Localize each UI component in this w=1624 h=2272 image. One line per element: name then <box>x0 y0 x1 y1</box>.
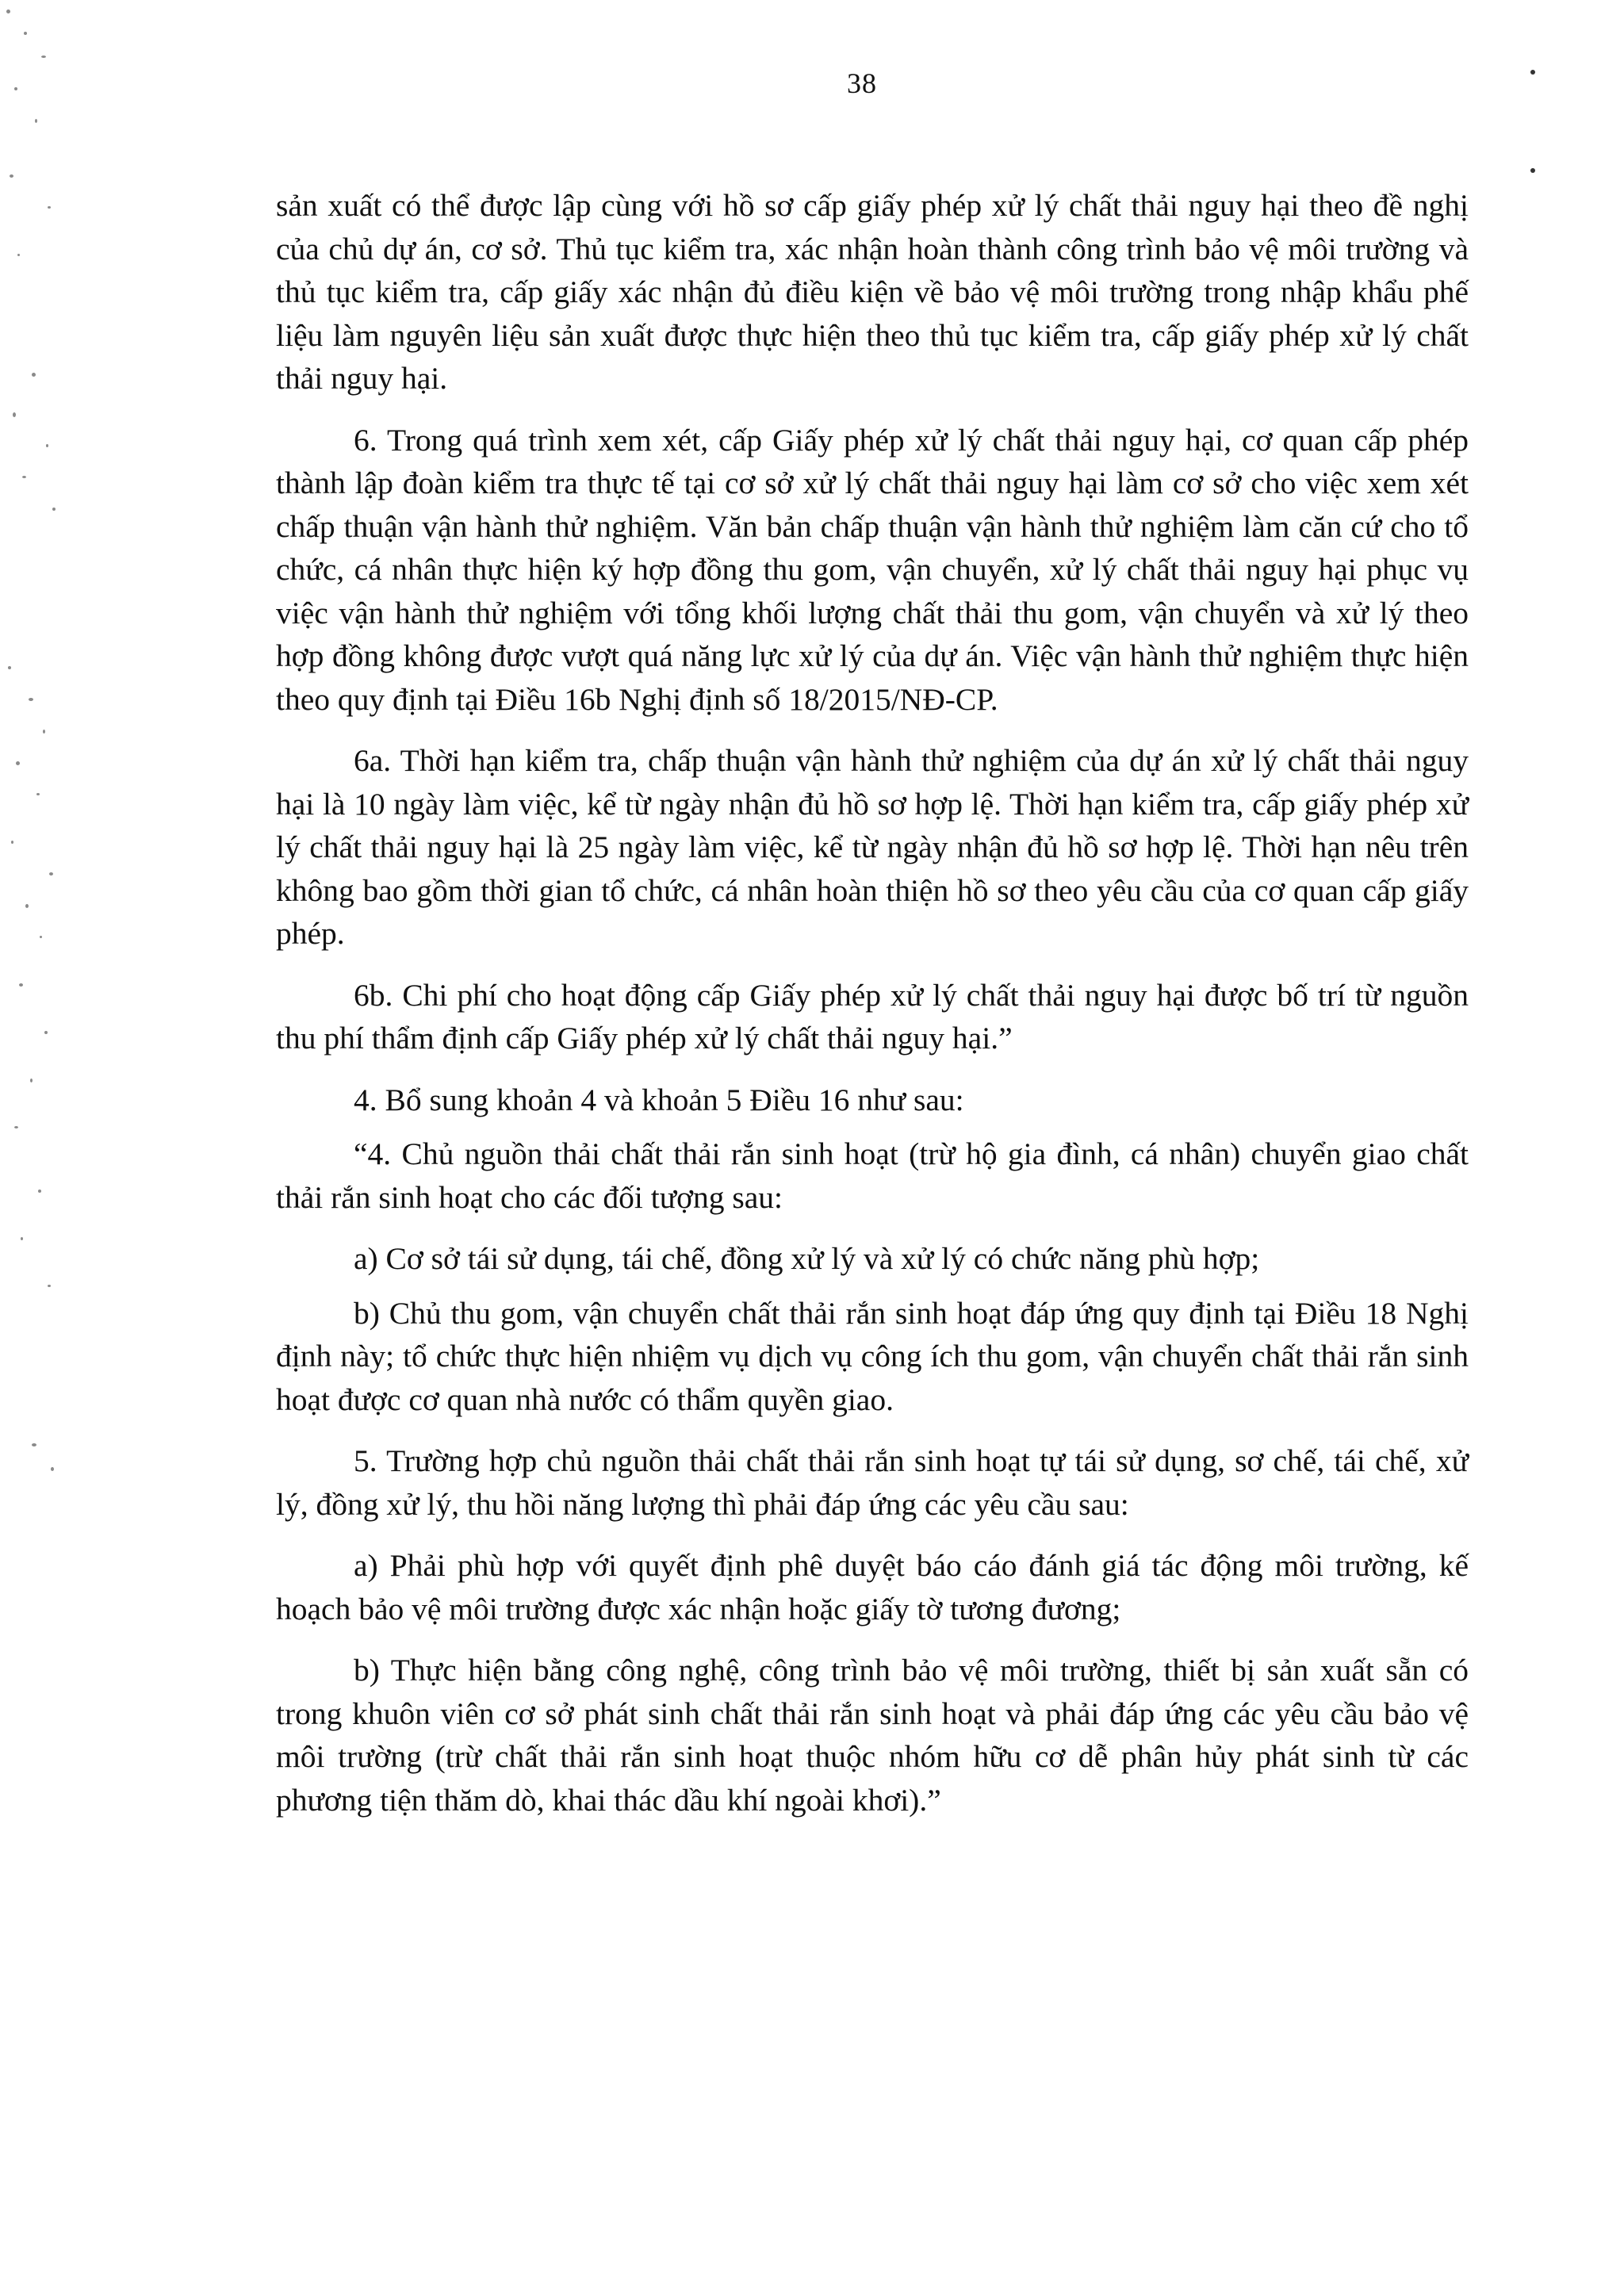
paragraph-item-6b: 6b. Chi phí cho hoạt động cấp Giấy phép xử lý chất thải nguy hại được bố trí từ nguồn thu phí thẩm định cấp Giấy phép xử lý chất thải nguy hại.” <box>276 977 1469 1056</box>
stray-mark <box>1530 168 1535 173</box>
paragraph-item-6: 6. Trong quá trình xem xét, cấp Giấy phép xử lý chất thải nguy hại, cơ quan cấp phép thành lập đoàn kiểm tra thực tế tại cơ sở xử lý chất thải nguy hại làm cơ sở cho việc xem xét chấp thuận vận hành thử nghiệm. Văn bản chấp thuận vận hành thử nghiệm làm căn cứ cho tổ chức, cá nhân thực hiện ký hợp đồng thu gom, vận chuyển, xử lý chất thải nguy hại phục vụ việc vận hành thử nghiệm với tổng khối lượng chất thải thu gom, vận chuyển và xử lý theo hợp đồng không được vượt quá năng lực xử lý của dự án. Việc vận hành thử nghiệm thực hiện theo quy định tại Điều 16b Nghị định số 18/2015/NĐ-CP. <box>276 422 1469 717</box>
paragraph-clause-5: 5. Trường hợp chủ nguồn thải chất thải rắn sinh hoạt tự tái sử dụng, sơ chế, tái chế, xử lý, đồng xử lý, thu hồi năng lượng thì phải đáp ứng các yêu cầu sau: <box>276 1443 1469 1522</box>
page-number: 38 <box>847 67 877 99</box>
scan-edge-noise <box>0 0 71 1507</box>
paragraph-section-4: 4. Bổ sung khoản 4 và khoản 5 Điều 16 như sau: <box>354 1082 964 1117</box>
stray-mark <box>1530 70 1535 75</box>
paragraph-clause-4a: a) Cơ sở tái sử dụng, tái chế, đồng xử lý và xử lý có chức năng phù hợp; <box>354 1241 1260 1276</box>
paragraph-clause-5a: a) Phải phù hợp với quyết định phê duyệt báo cáo đánh giá tác động môi trường, kế hoạch bảo vệ môi trường được xác nhận hoặc giấy tờ tương đương; <box>276 1548 1469 1626</box>
paragraph-clause-4b: b) Chủ thu gom, vận chuyển chất thải rắn sinh hoạt đáp ứng quy định tại Điều 18 Nghị định này; tổ chức thực hiện nhiệm vụ dịch vụ công ích thu gom, vận chuyển chất thải rắn sinh hoạt được cơ quan nhà nước có thẩm quyền giao. <box>276 1295 1469 1417</box>
document-body <box>276 184 1469 1840</box>
paragraph-clause-5b: b) Thực hiện bằng công nghệ, công trình bảo vệ môi trường, thiết bị sản xuất sẵn có trong khuôn viên cơ sở phát sinh chất thải rắn sinh hoạt và phải đáp ứng các yêu cầu bảo vệ môi trường (trừ chất thải rắn sinh hoạt thuộc nhóm hữu cơ dễ phân hủy phát sinh từ các phương tiện thăm dò, khai thác dầu khí ngoài khơi).” <box>276 1653 1469 1818</box>
paragraph-clause-4: “4. Chủ nguồn thải chất thải rắn sinh hoạt (trừ hộ gia đình, cá nhân) chuyển giao chất thải rắn sinh hoạt cho các đối tượng sau: <box>276 1136 1469 1215</box>
paragraph-continuation: sản xuất có thể được lập cùng với hồ sơ cấp giấy phép xử lý chất thải nguy hại theo đề nghị của chủ dự án, cơ sở. Thủ tục kiểm tra, xác nhận hoàn thành công trình bảo vệ môi trường và thủ tục kiểm tra, cấp giấy xác nhận đủ điều kiện về bảo vệ môi trường trong nhập khẩu phế liệu làm nguyên liệu sản xuất được thực hiện theo thủ tục kiểm tra, cấp giấy phép xử lý chất thải nguy hại. <box>276 188 1469 396</box>
paragraph-item-6a: 6a. Thời hạn kiểm tra, chấp thuận vận hành thử nghiệm của dự án xử lý chất thải nguy hại là 10 ngày làm việc, kể từ ngày nhận đủ hồ sơ hợp lệ. Thời hạn kiểm tra, cấp giấy phép xử lý chất thải nguy hại là 25 ngày làm việc, kể từ ngày nhận đủ hồ sơ hợp lệ. Thời hạn nêu trên không bao gồm thời gian tổ chức, cá nhân hoàn thiện hồ sơ theo yêu cầu của cơ quan cấp giấy phép. <box>276 743 1469 951</box>
